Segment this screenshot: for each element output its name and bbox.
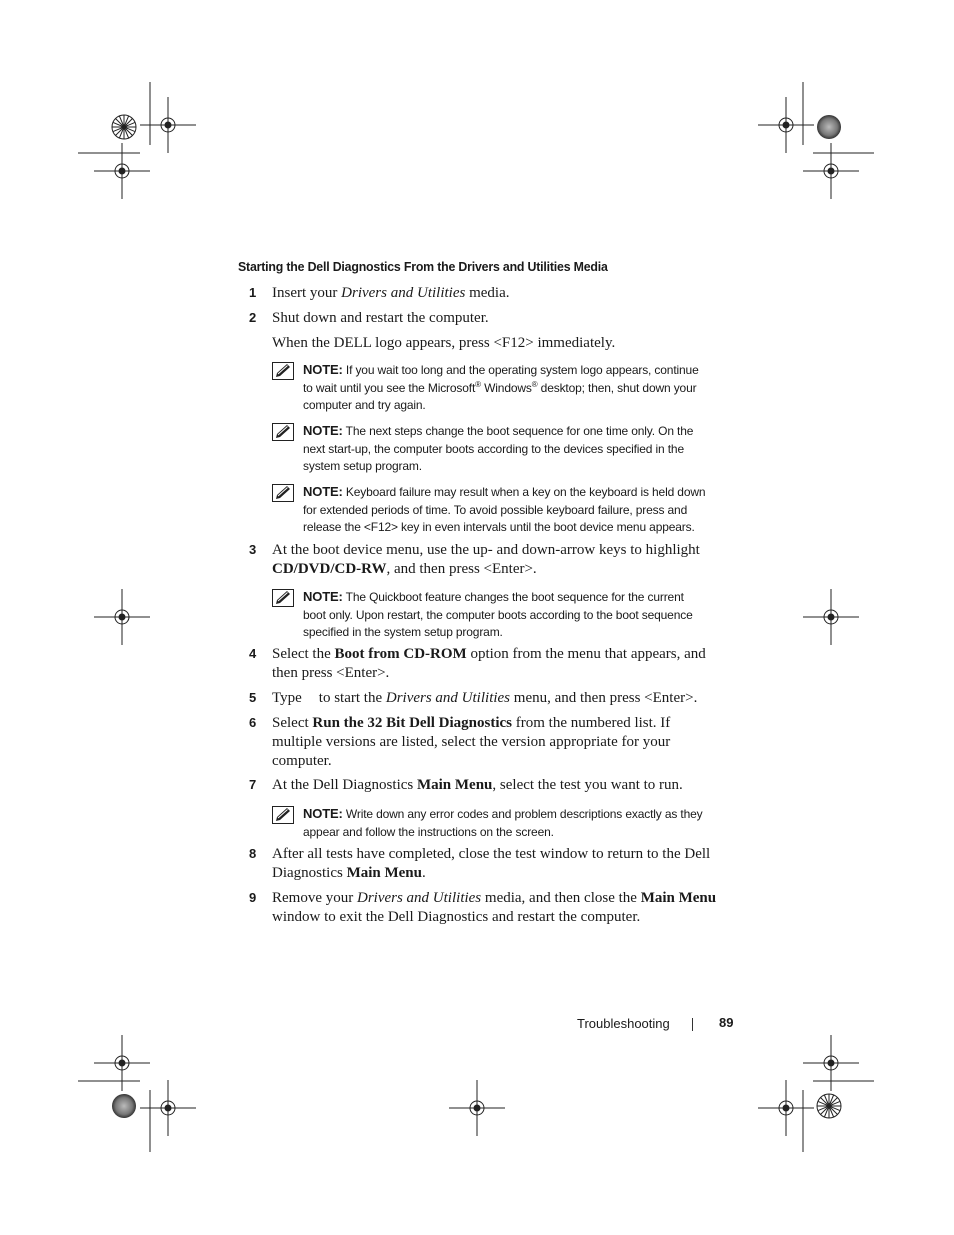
step-number: 2 — [249, 310, 257, 325]
step-2-subtext: When the DELL logo appears, press <F12> immediately. — [272, 335, 616, 351]
note-text: NOTE: Write down any error codes and problem descriptions exactly as they appear and follow the instructions on the screen. — [303, 806, 703, 839]
step-number: 3 — [249, 542, 257, 557]
note-pencil-icon — [272, 423, 294, 441]
note-pencil-icon — [272, 589, 294, 607]
note-text: NOTE: Keyboard failure may result when a key on the keyboard is held down for extended periods of time. To avoid possible keyboard failure, press and release the <F12> key in even intervals until the boot device menu appears. — [303, 484, 706, 534]
step-number: 8 — [249, 846, 257, 861]
step-9-text: Remove your Drivers and Utilities media, and then close the Main Menu window to exit the Dell Diagnostics and restart the computer. — [272, 890, 717, 925]
step-6-text: Select Run the 32 Bit Dell Diagnostics from the numbered list. If multiple versions are listed, select the version appropriate for your computer. — [272, 715, 671, 769]
page-number: 89 — [719, 1015, 734, 1030]
step-4-text: Select the Boot from CD-ROM option from the menu that appears, and then press <Enter>. — [272, 646, 706, 681]
note-text: NOTE: The Quickboot feature changes the boot sequence for the current boot only. Upon restart, the computer boots according to the boot sequence specified in the system setup program. — [303, 589, 693, 639]
step-number: 5 — [249, 690, 257, 705]
step-number: 1 — [249, 285, 257, 300]
footer-separator — [692, 1018, 693, 1031]
step-7-text: At the Dell Diagnostics Main Menu, select the test you want to run. — [272, 777, 683, 793]
step-number: 9 — [249, 890, 257, 905]
footer-section-title: Troubleshooting — [577, 1016, 670, 1031]
step-2-text: Shut down and restart the computer. — [272, 310, 489, 326]
step-3-text: At the boot device menu, use the up- and down-arrow keys to highlight CD/DVD/CD-RW, and then press <Enter>. — [272, 542, 700, 577]
step-8-text: After all tests have completed, close the test window to return to the Dell Diagnostics Main Menu. — [272, 846, 711, 881]
note-pencil-icon — [272, 806, 294, 824]
note-pencil-icon — [272, 484, 294, 502]
note-text: NOTE: The next steps change the boot sequence for one time only. On the next start-up, the computer boots according to the devices specified in the system setup program. — [303, 423, 694, 473]
step-number: 6 — [249, 715, 257, 730]
note-pencil-icon — [272, 362, 294, 380]
note-text: NOTE: If you wait too long and the operating system logo appears, continue to wait until you see the Microsoft® Windows® desktop; then, shut down your computer and try again. — [303, 362, 699, 412]
step-1-text: Insert your Drivers and Utilities media. — [272, 285, 510, 301]
step-number: 7 — [249, 777, 257, 792]
step-5-text: Type to start the Drivers and Utilities menu, and then press <Enter>. — [272, 690, 698, 706]
section-heading: Starting the Dell Diagnostics From the Drivers and Utilities Media — [238, 259, 608, 274]
step-number: 4 — [249, 646, 257, 661]
